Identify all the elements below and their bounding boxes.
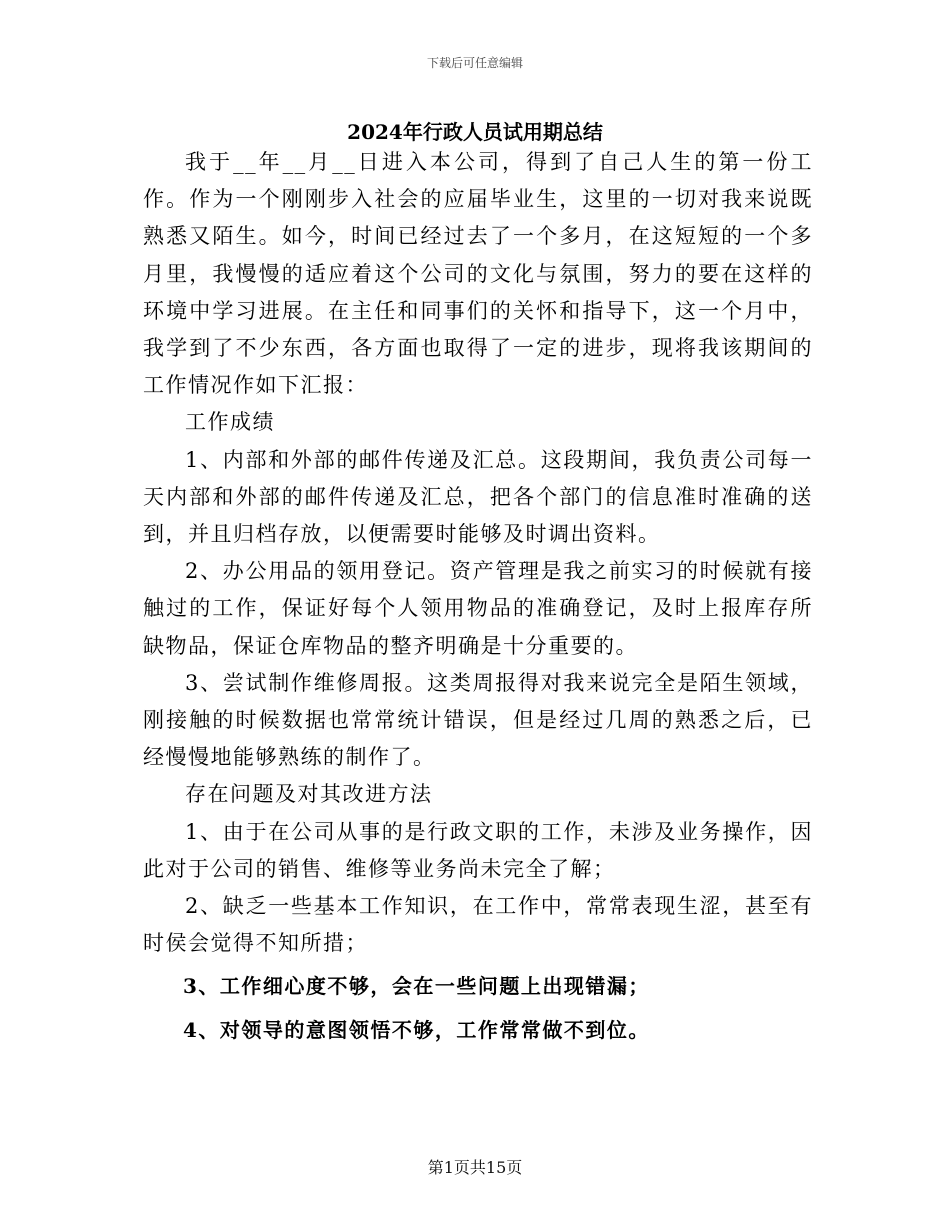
section-heading-problems: 存在问题及对其改进方法 (185, 782, 433, 807)
achievement-item: 1、内部和外部的邮件传递及汇总。这段期间，我负责公司每一天内部和外部的邮件传递及汇总，把各个部门的信息准时准确的送到，并且归档存放，以便需要时能够及时调出资料。 (143, 447, 813, 547)
section-heading-achievements: 工作成绩 (185, 410, 275, 435)
problem-item: 2、缺乏一些基本工作知识，在工作中，常常表现生涩，甚至有时侯会觉得不知所措； (143, 894, 813, 956)
document-title: 2024年行政人员试用期总结 (347, 120, 603, 144)
problem-item: 1、由于在公司从事的是行政文职的工作，未涉及业务操作，因此对于公司的销售、维修等业务尚未完全了解； (143, 819, 813, 881)
problem-item-bold: 4、对领导的意图领悟不够，工作常常做不到位。 (183, 1017, 650, 1042)
intro-paragraph: 我于__年__月__日进入本公司，得到了自己人生的第一份工作。作为一个刚刚步入社会的应届毕业生，这里的一切对我来说既熟悉又陌生。如今，时间已经过去了一个多月，在这短短的一个多月里，我慢慢的适应着这个公司的文化与氛围，努力的要在这样的环境中学习进展。在主任和同事们的关怀和指导下，这一个月中，我学到了不少东西，各方面也取得了一定的进步，现将我该期间的工作情况作如下汇报： (143, 150, 813, 398)
header-note: 下载后可任意编辑 (426, 56, 523, 70)
problem-item-bold: 3、工作细心度不够，会在一些问题上出现错漏； (183, 974, 650, 999)
achievement-item: 3、尝试制作维修周报。这类周报得对我来说完全是陌生领域，刚接触的时候数据也常常统计错误，但是经过几周的熟悉之后，已经慢慢地能够熟练的制作了。 (143, 670, 813, 770)
document-body (143, 144, 813, 1049)
achievement-item: 2、办公用品的领用登记。资产管理是我之前实习的时候就有接触过的工作，保证好每个人领用物品的准确登记，及时上报库存所缺物品，保证仓库物品的整齐明确是十分重要的。 (143, 559, 813, 658)
page-number: 第1页共15页 (427, 1158, 523, 1177)
